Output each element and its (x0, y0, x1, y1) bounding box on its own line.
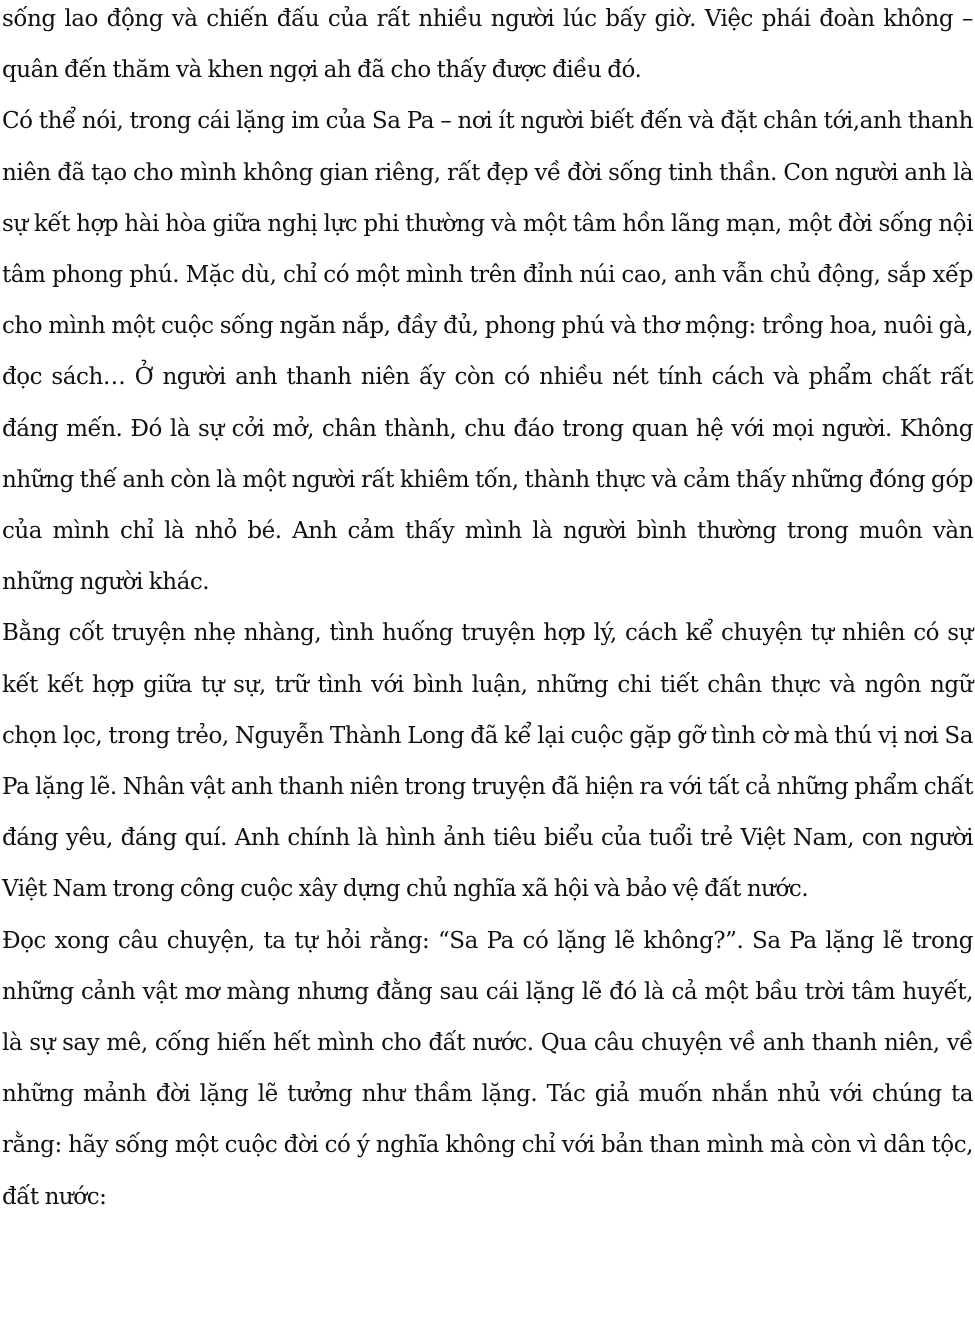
paragraph-character-description: Có thể nói, trong cái lặng im của Sa Pa – nơi ít người biết đến và đặt chân tới,anh thanh niên đã tạo cho mình không gian riêng, rất đẹp về đời sống tinh thần. Con người anh là sự kết hợp hài hòa giữa nghị lực phi thường và một tâm hồn lãng mạn, một đời sống nội tâm phong phú. Mặc dù, chỉ có một mình trên đỉnh núi cao, anh vẫn chủ động, sắp xếp cho mình một cuộc sống ngăn nắp, đầy đủ, phong phú và thơ mộng: trồng hoa, nuôi gà, đọc sách… Ở người anh thanh niên ấy còn có nhiều nét tính cách và phẩm chất rất đáng mến. Đó là sự cởi mở, chân thành, chu đáo trong quan hệ với mọi người. Không những thế anh còn là một người rất khiêm tốn, thành thực và cảm thấy những đóng góp của mình chỉ là nhỏ bé. Anh cảm thấy mình là người bình thường trong muôn vàn những người khác. (2, 108, 973, 596)
paragraph-conclusion: Đọc xong câu chuyện, ta tự hỏi rằng: “Sa Pa có lặng lẽ không?”. Sa Pa lặng lẽ trong những cảnh vật mơ màng nhưng đằng sau cái lặng lẽ đó là cả một bầu trời tâm huyết, là sự say mê, cống hiến hết mình cho đất nước. Qua câu chuyện về anh thanh niên, về những mảnh đời lặng lẽ tưởng như thầm lặng. Tác giả muốn nhắn nhủ với chúng ta rằng: hãy sống một cuộc đời có ý nghĩa không chỉ với bản than mình mà còn vì dân tộc, đất nước: (2, 927, 973, 1210)
paragraph-continuation: sống lao động và chiến đấu của rất nhiều người lúc bấy giờ. Việc phái đoàn không – quân đến thăm và khen ngợi ah đã cho thấy được điều đó. (2, 6, 973, 84)
paragraph-artistic-evaluation: Bằng cốt truyện nhẹ nhàng, tình huống truyện hợp lý, cách kể chuyện tự nhiên có sự kết kết hợp giữa tự sự, trữ tình với bình luận, những chi tiết chân thực và ngôn ngữ chọn lọc, trong trẻo, Nguyễn Thành Long đã kể lại cuộc gặp gỡ tình cờ mà thú vị nơi Sa Pa lặng lẽ. Nhân vật anh thanh niên trong truyện đã hiện ra với tất cả những phẩm chất đáng yêu, đáng quí. Anh chính là hình ảnh tiêu biểu của tuổi trẻ Việt Nam, con người Việt Nam trong công cuộc xây dựng chủ nghĩa xã hội và bảo vệ đất nước. (2, 620, 973, 903)
